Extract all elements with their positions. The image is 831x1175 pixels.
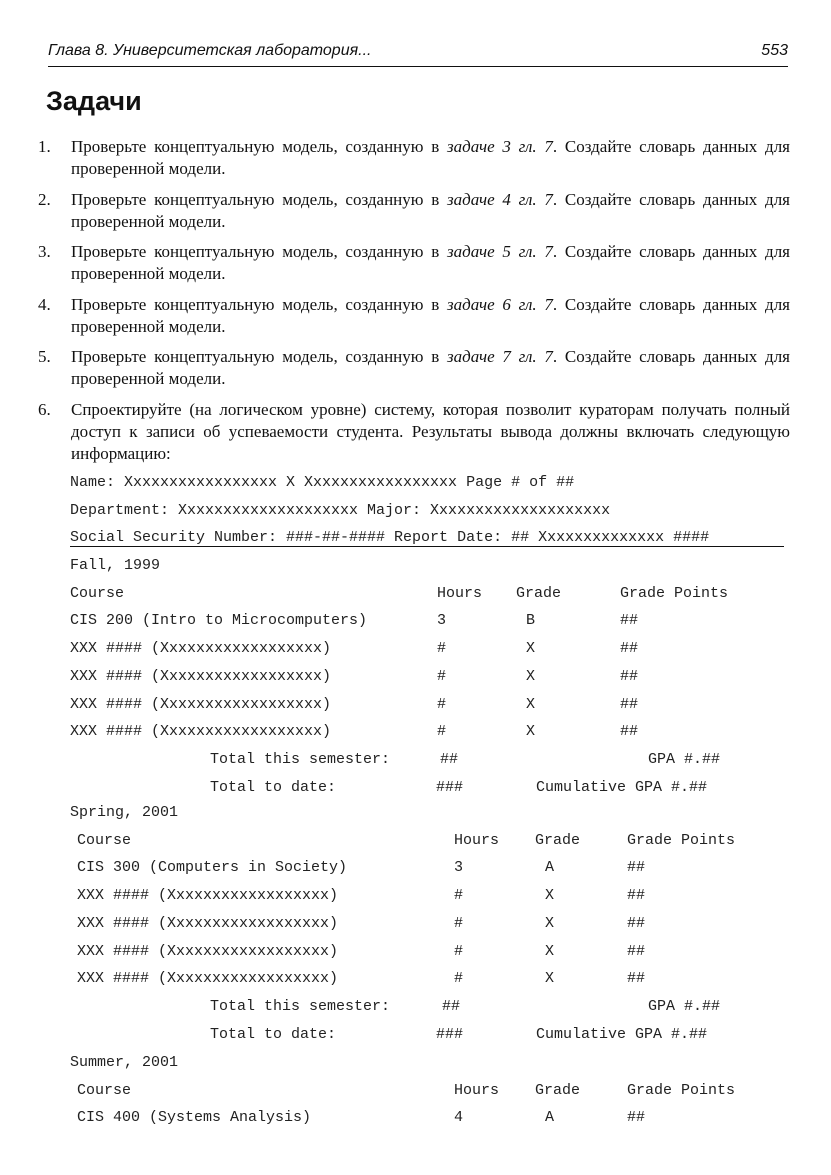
hours-cell: # xyxy=(454,914,464,932)
grade-points-cell: ## xyxy=(627,1109,646,1127)
hours-cell: 3 xyxy=(454,859,464,877)
task-reference: задаче 3 гл. 7 xyxy=(446,137,553,156)
task-item xyxy=(38,136,790,180)
task-number: 2. xyxy=(38,189,51,209)
report-department-line: Department: Xxxxxxxxxxxxxxxxxxxx Major: Xxxxxxxxxxxxxxxxxxxx xyxy=(70,502,611,519)
task-text-end: . Создайте словарь данных для проверенной модели. xyxy=(71,294,790,336)
column-header-grade-points: Grade Points xyxy=(620,584,729,602)
grade-points-cell: ## xyxy=(620,723,639,741)
column-header-hours: Hours xyxy=(454,831,500,849)
task-text-end: . Создайте словарь данных для проверенной модели. xyxy=(71,347,790,388)
task-item xyxy=(38,241,790,285)
grade-cell: A xyxy=(545,859,555,877)
task-number: 4. xyxy=(38,294,51,314)
grade-cell: X xyxy=(545,942,555,960)
total-semester-label: Total this semester: xyxy=(210,997,391,1015)
task-list xyxy=(38,136,790,473)
grade-points-cell: ## xyxy=(620,695,639,713)
grade-cell: X xyxy=(545,887,555,905)
column-header-course: Course xyxy=(70,584,125,602)
task-text: Спроектируйте (на логическом уровне) систему, которая позволит кураторам получать полный доступ к записи об успеваемости студента. Результаты вывода должны включать следующую информацию: xyxy=(71,399,790,463)
task-item xyxy=(38,294,790,338)
task-item xyxy=(38,399,790,465)
grade-cell: X xyxy=(526,695,536,713)
course-cell: XXX #### (Xxxxxxxxxxxxxxxxxx) xyxy=(77,942,339,960)
column-header-grade: Grade xyxy=(516,584,562,602)
column-header-grade: Grade xyxy=(535,831,581,849)
course-cell: XXX #### (Xxxxxxxxxxxxxxxxxx) xyxy=(70,667,332,685)
hours-cell: # xyxy=(437,723,447,741)
column-header-grade: Grade xyxy=(535,1081,581,1099)
grade-points-cell: ## xyxy=(620,640,639,658)
grade-points-cell: ## xyxy=(627,970,646,988)
total-date-label: Total to date: xyxy=(210,778,337,796)
total-date-hours: ### xyxy=(436,1025,464,1043)
task-text: Проверьте концептуальную модель, созданную в xyxy=(71,189,447,209)
grade-cell: X xyxy=(526,723,536,741)
grade-cell: X xyxy=(545,914,555,932)
column-header-hours: Hours xyxy=(437,584,483,602)
grade-cell: X xyxy=(545,970,555,988)
cumulative-gpa: Cumulative GPA #.## xyxy=(536,778,708,796)
report-ssn-line: Social Security Number: ###-##-#### Report Date: ## Xxxxxxxxxxxxxx #### xyxy=(70,529,784,547)
task-item xyxy=(38,346,790,390)
hours-cell: # xyxy=(454,970,464,988)
course-cell: XXX #### (Xxxxxxxxxxxxxxxxxx) xyxy=(77,887,339,905)
task-reference: задаче 7 гл. 7 xyxy=(446,347,553,366)
column-header-grade-points: Grade Points xyxy=(627,831,736,849)
column-header-grade-points: Grade Points xyxy=(627,1081,736,1099)
hours-cell: # xyxy=(454,942,464,960)
task-reference: задаче 4 гл. 7 xyxy=(446,189,553,209)
total-semester-hours: ## xyxy=(440,750,459,768)
hours-cell: 4 xyxy=(454,1109,464,1127)
course-cell: XXX #### (Xxxxxxxxxxxxxxxxxx) xyxy=(70,640,332,658)
hours-cell: # xyxy=(437,640,447,658)
task-text: Проверьте концептуальную модель, созданную в xyxy=(71,347,447,366)
task-text-end: . Создайте словарь данных для проверенной модели. xyxy=(71,137,790,178)
grade-points-cell: ## xyxy=(620,612,639,630)
course-cell: XXX #### (Xxxxxxxxxxxxxxxxxx) xyxy=(70,723,332,741)
semester-label: Fall, 1999 xyxy=(70,557,161,574)
total-semester-hours: ## xyxy=(442,997,461,1015)
course-cell: CIS 200 (Intro to Microcomputers) xyxy=(70,612,368,630)
grade-points-cell: ## xyxy=(627,859,646,877)
chapter-title: Глава 8. Университетская лаборатория... xyxy=(48,42,372,59)
task-text-end: . Создайте словарь данных для проверенной модели. xyxy=(71,189,790,231)
section-title: Задачи xyxy=(46,86,142,116)
task-number: 6. xyxy=(38,399,51,419)
course-cell: CIS 400 (Systems Analysis) xyxy=(77,1109,312,1127)
hours-cell: # xyxy=(454,887,464,905)
grade-cell: B xyxy=(526,612,536,630)
column-header-course: Course xyxy=(77,831,132,849)
course-cell: XXX #### (Xxxxxxxxxxxxxxxxxx) xyxy=(77,970,339,988)
hours-cell: # xyxy=(437,667,447,685)
grade-cell: X xyxy=(526,640,536,658)
total-semester-label: Total this semester: xyxy=(210,750,391,768)
course-cell: XXX #### (Xxxxxxxxxxxxxxxxxx) xyxy=(77,914,339,932)
hours-cell: 3 xyxy=(437,612,447,630)
course-cell: CIS 300 (Computers in Society) xyxy=(77,859,348,877)
task-text-end: . Создайте словарь данных для проверенной модели. xyxy=(71,242,790,283)
course-cell: XXX #### (Xxxxxxxxxxxxxxxxxx) xyxy=(70,695,332,713)
hours-cell: # xyxy=(437,695,447,713)
page-number: 553 xyxy=(761,42,788,59)
report-name-line: Name: Xxxxxxxxxxxxxxxxx X Xxxxxxxxxxxxxxxxx Page # of ## xyxy=(70,474,575,491)
task-text: Проверьте концептуальную модель, созданную в xyxy=(71,294,447,314)
column-header-hours: Hours xyxy=(454,1081,500,1099)
grade-points-cell: ## xyxy=(627,914,646,932)
grade-points-cell: ## xyxy=(627,887,646,905)
grade-points-cell: ## xyxy=(620,667,639,685)
semester-gpa: GPA #.## xyxy=(648,997,721,1015)
task-text: Проверьте концептуальную модель, созданную в xyxy=(71,137,447,156)
total-date-hours: ### xyxy=(436,778,464,796)
task-number: 5. xyxy=(38,347,51,366)
semester-label: Spring, 2001 xyxy=(70,804,179,821)
task-number: 3. xyxy=(38,242,51,261)
semester-label: Summer, 2001 xyxy=(70,1054,179,1071)
grade-cell: X xyxy=(526,667,536,685)
task-reference: задаче 6 гл. 7 xyxy=(446,294,553,314)
total-date-label: Total to date: xyxy=(210,1025,337,1043)
task-item xyxy=(38,189,790,233)
task-reference: задаче 5 гл. 7 xyxy=(446,242,553,261)
task-number: 1. xyxy=(38,137,51,156)
grade-cell: A xyxy=(545,1109,555,1127)
cumulative-gpa: Cumulative GPA #.## xyxy=(536,1025,708,1043)
task-text: Проверьте концептуальную модель, созданную в xyxy=(71,242,447,261)
column-header-course: Course xyxy=(77,1081,132,1099)
grade-points-cell: ## xyxy=(627,942,646,960)
page-header xyxy=(48,42,788,67)
semester-gpa: GPA #.## xyxy=(648,750,721,768)
